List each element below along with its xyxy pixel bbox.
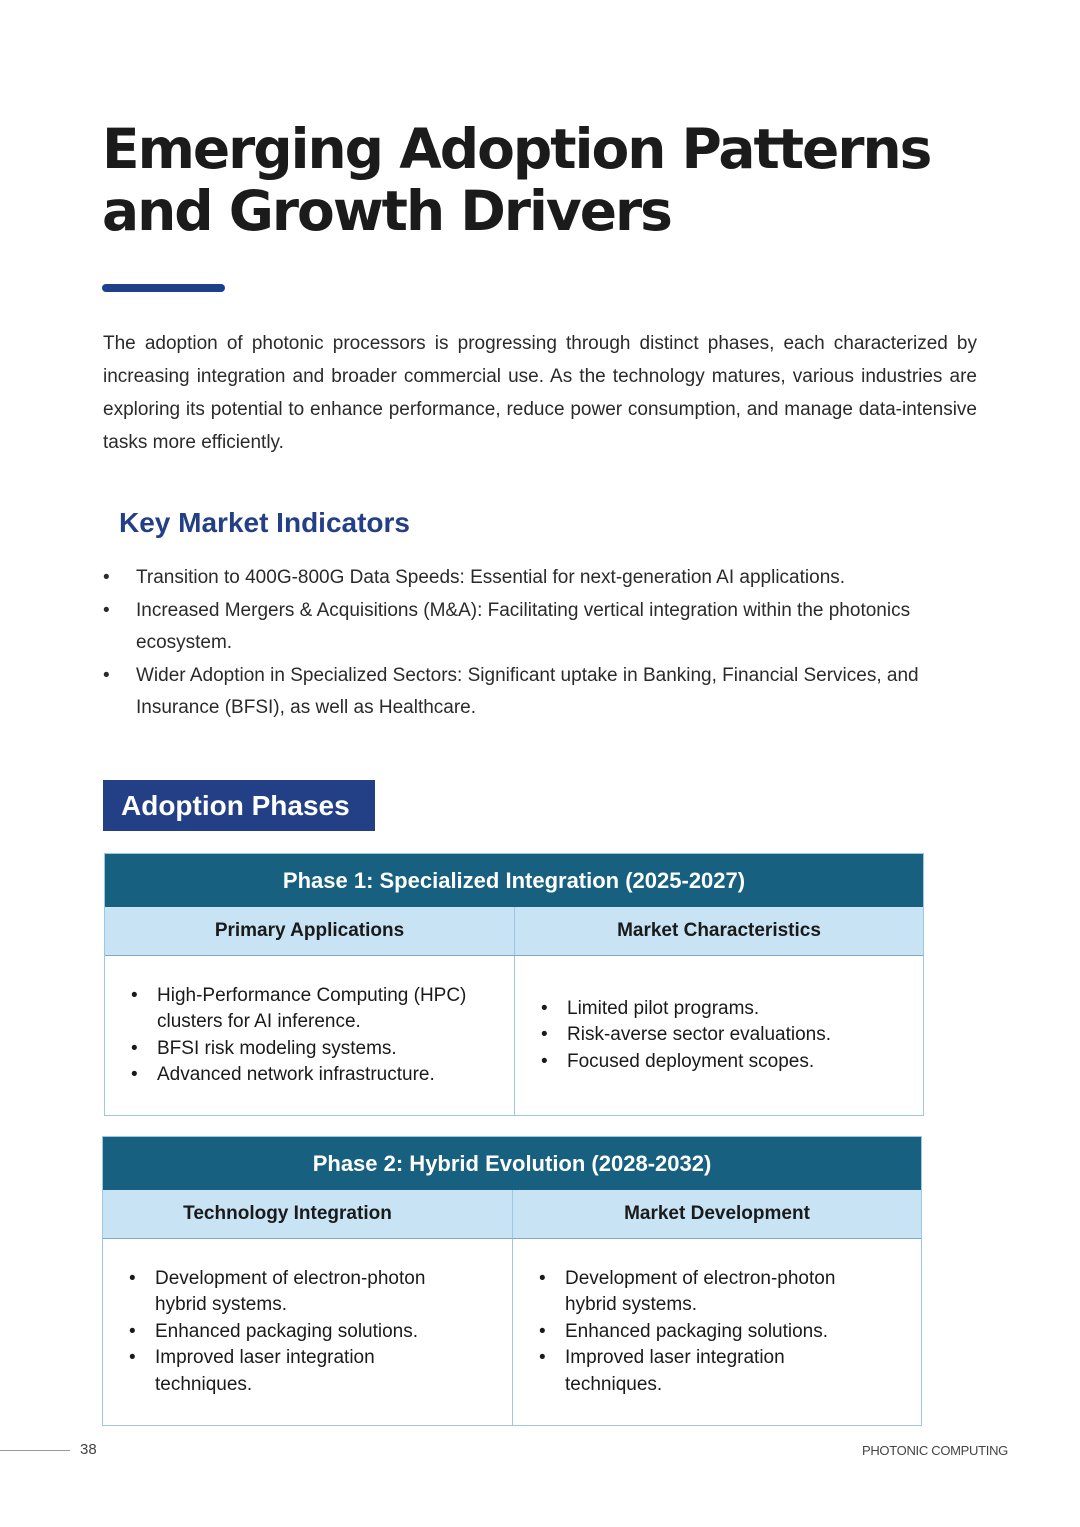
bullet-icon: • xyxy=(539,1267,546,1289)
list-item-text: Enhanced packaging solutions. xyxy=(155,1320,419,1342)
list-item-text: Focused deployment scopes. xyxy=(567,1050,815,1072)
phase-1-col2-header: Market Characteristics xyxy=(514,907,923,955)
phase-2-col2-list xyxy=(539,1266,869,1399)
adoption-phases-label: Adoption Phases xyxy=(103,780,375,831)
list-item xyxy=(541,996,831,1023)
bullet-icon: • xyxy=(539,1320,546,1342)
list-item xyxy=(131,1036,496,1063)
phase-2-col1-header: Technology Integration xyxy=(183,1203,392,1224)
phase-2-title: Phase 2: Hybrid Evolution (2028-2032) xyxy=(103,1137,921,1190)
phase-1-col1-list xyxy=(131,983,496,1089)
bullet-icon: • xyxy=(129,1347,136,1369)
indicator-text: Transition to 400G-800G Data Speeds: Essential for next-generation AI applications. xyxy=(136,567,846,588)
phase-1-column-headers xyxy=(105,907,923,956)
indicator-text: Increased Mergers & Acquisitions (M&A): Facilitating vertical integration within the photonics ecosystem. xyxy=(136,599,911,654)
phase-2-col2-cell xyxy=(512,1239,921,1425)
list-item xyxy=(539,1319,869,1346)
list-item xyxy=(131,1062,496,1089)
bullet-icon: • xyxy=(541,1050,548,1072)
intro-paragraph: The adoption of photonic processors is progressing through distinct phases, each characterized by increasing integration and broader commercial use. As the technology matures, various industries are exploring its potential to enhance performance, reduce power consumption, and manage data-intensive tasks more efficiently. xyxy=(103,333,977,453)
list-item-text: Improved laser integration techniques. xyxy=(565,1347,785,1395)
bullet-icon: • xyxy=(131,1064,138,1085)
indicator-text: Wider Adoption in Specialized Sectors: Significant uptake in Banking, Financial Services, and Insurance (BFSI), as well as Healthcare. xyxy=(136,664,919,719)
phase-1-body xyxy=(105,956,923,1115)
bullet-icon: • xyxy=(541,1024,548,1046)
bullet-icon: • xyxy=(131,1037,138,1059)
phase-2-table xyxy=(102,1136,922,1426)
phase-1-col1-cell xyxy=(105,956,514,1115)
phase-2-column-headers xyxy=(103,1190,921,1239)
list-item xyxy=(131,983,496,1036)
key-indicators-heading: Key Market Indicators xyxy=(119,507,410,538)
page-title: Emerging Adoption Patterns and Growth Drivers xyxy=(102,117,931,243)
key-indicators-list xyxy=(103,562,977,725)
page-number: 38 xyxy=(80,1441,97,1458)
bullet-icon: • xyxy=(541,997,548,1019)
phase-1-table xyxy=(104,853,924,1116)
bullet-icon: • xyxy=(131,984,138,1006)
list-item-text: Development of electron-photon hybrid systems. xyxy=(565,1267,836,1316)
phase-1-col2-list xyxy=(541,996,831,1076)
list-item-text: Improved laser integration techniques. xyxy=(155,1347,375,1395)
list-item xyxy=(129,1266,459,1319)
list-item xyxy=(539,1266,869,1319)
phase-2-body xyxy=(103,1239,921,1425)
phase-1-col1-header: Primary Applications xyxy=(214,920,405,941)
list-item xyxy=(539,1345,869,1398)
list-item-text: Development of electron-photon hybrid systems. xyxy=(155,1267,426,1316)
bullet-icon: • xyxy=(539,1347,546,1369)
list-item-text: Advanced network infrastructure. xyxy=(157,1064,435,1085)
bullet-icon: • xyxy=(103,567,110,588)
list-item-text: Risk-averse sector evaluations. xyxy=(567,1024,831,1046)
phase-2-col2-header: Market Development xyxy=(512,1190,921,1238)
bullet-icon: • xyxy=(129,1320,136,1342)
bullet-icon: • xyxy=(103,664,110,686)
list-item-text: BFSI risk modeling systems. xyxy=(157,1037,397,1059)
title-underline xyxy=(102,284,225,292)
bullet-icon: • xyxy=(103,599,110,621)
list-item xyxy=(129,1345,459,1398)
indicator-item xyxy=(103,595,977,660)
bullet-icon: • xyxy=(129,1267,136,1289)
list-item xyxy=(129,1319,459,1346)
indicator-item xyxy=(103,660,977,725)
phase-2-col1-list xyxy=(129,1266,459,1399)
list-item-text: Enhanced packaging solutions. xyxy=(565,1320,829,1342)
phase-1-title: Phase 1: Specialized Integration (2025-2027) xyxy=(105,854,923,907)
list-item-text: High-Performance Computing (HPC) clusters for AI inference. xyxy=(157,984,467,1032)
footer-rule xyxy=(0,1450,70,1451)
footer-document-title: PHOTONIC COMPUTING xyxy=(861,1443,1008,1458)
phase-2-col1-cell xyxy=(103,1239,512,1425)
list-item-text: Limited pilot programs. xyxy=(567,997,760,1019)
list-item xyxy=(541,1022,831,1049)
list-item xyxy=(541,1049,831,1076)
phase-1-col2-cell xyxy=(514,956,923,1115)
indicator-item xyxy=(103,562,977,595)
